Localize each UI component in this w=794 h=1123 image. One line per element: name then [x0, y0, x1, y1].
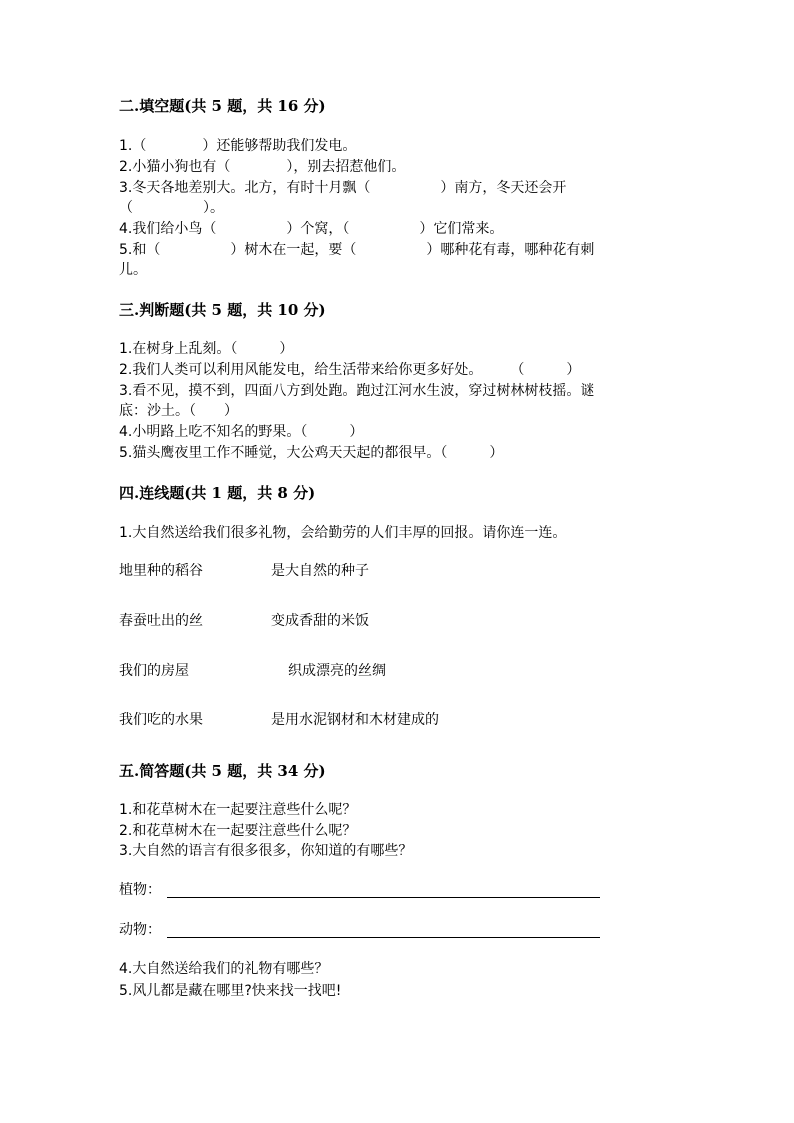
section-title-match: 四.连线题(共 1 题，共 8 分) [119, 484, 316, 502]
match-prompt: 1.大自然送给我们很多礼物，会给勤劳的人们丰厚的回报。请你连一连。 [119, 525, 567, 541]
answer-line-animals[interactable] [167, 937, 600, 938]
judge-question-3-cont: 底：沙土。（ ） [119, 403, 238, 419]
short-question-4: 4.大自然送给我们的礼物有哪些？ [119, 961, 329, 977]
fill-question-4: 4.我们给小鸟（ ）个窝，（ ）它们常来。 [119, 221, 504, 237]
fill-question-3: 3.冬天各地差别大。北方，有时十月飘（ ）南方，冬天还会开 [119, 180, 567, 196]
fill-question-3-cont: （ ）。 [119, 200, 224, 216]
match-left-item-3: 我们的房屋 [119, 663, 189, 679]
short-question-3: 3.大自然的语言有很多很多，你知道的有哪些？ [119, 843, 413, 859]
section-title-short: 五.简答题(共 5 题，共 34 分) [119, 762, 326, 780]
match-left-item-4: 我们吃的水果 [119, 712, 203, 728]
section-title-judge: 三.判断题(共 5 题，共 10 分) [119, 301, 326, 319]
match-left-item-2: 春蚕吐出的丝 [119, 613, 203, 629]
fill-question-5-cont: 儿。 [119, 262, 147, 278]
fill-question-1: 1.（ ）还能够帮助我们发电。 [119, 138, 357, 154]
match-right-item-3: 织成漂亮的丝绸 [288, 663, 386, 679]
judge-question-2: 2.我们人类可以利用风能发电，给生活带来给你更多好处。 （ ） [119, 362, 581, 378]
fill-question-2: 2.小猫小狗也有（ ），别去招惹他们。 [119, 159, 406, 175]
answer-label-animals: 动物： [119, 922, 161, 938]
judge-question-1: 1.在树身上乱刻。（ ） [119, 341, 294, 357]
match-right-item-4: 是用水泥钢材和木材建成的 [271, 712, 439, 728]
answer-label-plants: 植物： [119, 882, 161, 898]
short-question-5: 5.风儿都是藏在哪里?快来找一找吧! [119, 983, 342, 999]
fill-question-5: 5.和（ ）树木在一起，要（ ）哪种花有毒，哪种花有刺 [119, 242, 595, 258]
answer-line-plants[interactable] [167, 897, 600, 898]
section-title-fill: 二.填空题(共 5 题，共 16 分) [119, 97, 326, 115]
short-question-2: 2.和花草树木在一起要注意些什么呢？ [119, 823, 357, 839]
match-right-item-2: 变成香甜的米饭 [271, 613, 369, 629]
judge-question-5: 5.猫头鹰夜里工作不睡觉，大公鸡天天起的都很早。（ ） [119, 445, 504, 461]
judge-question-3: 3.看不见，摸不到，四面八方到处跑。跑过江河水生波，穿过树林树枝摇。谜 [119, 383, 595, 399]
match-left-item-1: 地里种的稻谷 [119, 563, 203, 579]
judge-question-4: 4.小明路上吃不知名的野果。（ ） [119, 424, 364, 440]
match-right-item-1: 是大自然的种子 [271, 563, 369, 579]
short-question-1: 1.和花草树木在一起要注意些什么呢？ [119, 802, 357, 818]
